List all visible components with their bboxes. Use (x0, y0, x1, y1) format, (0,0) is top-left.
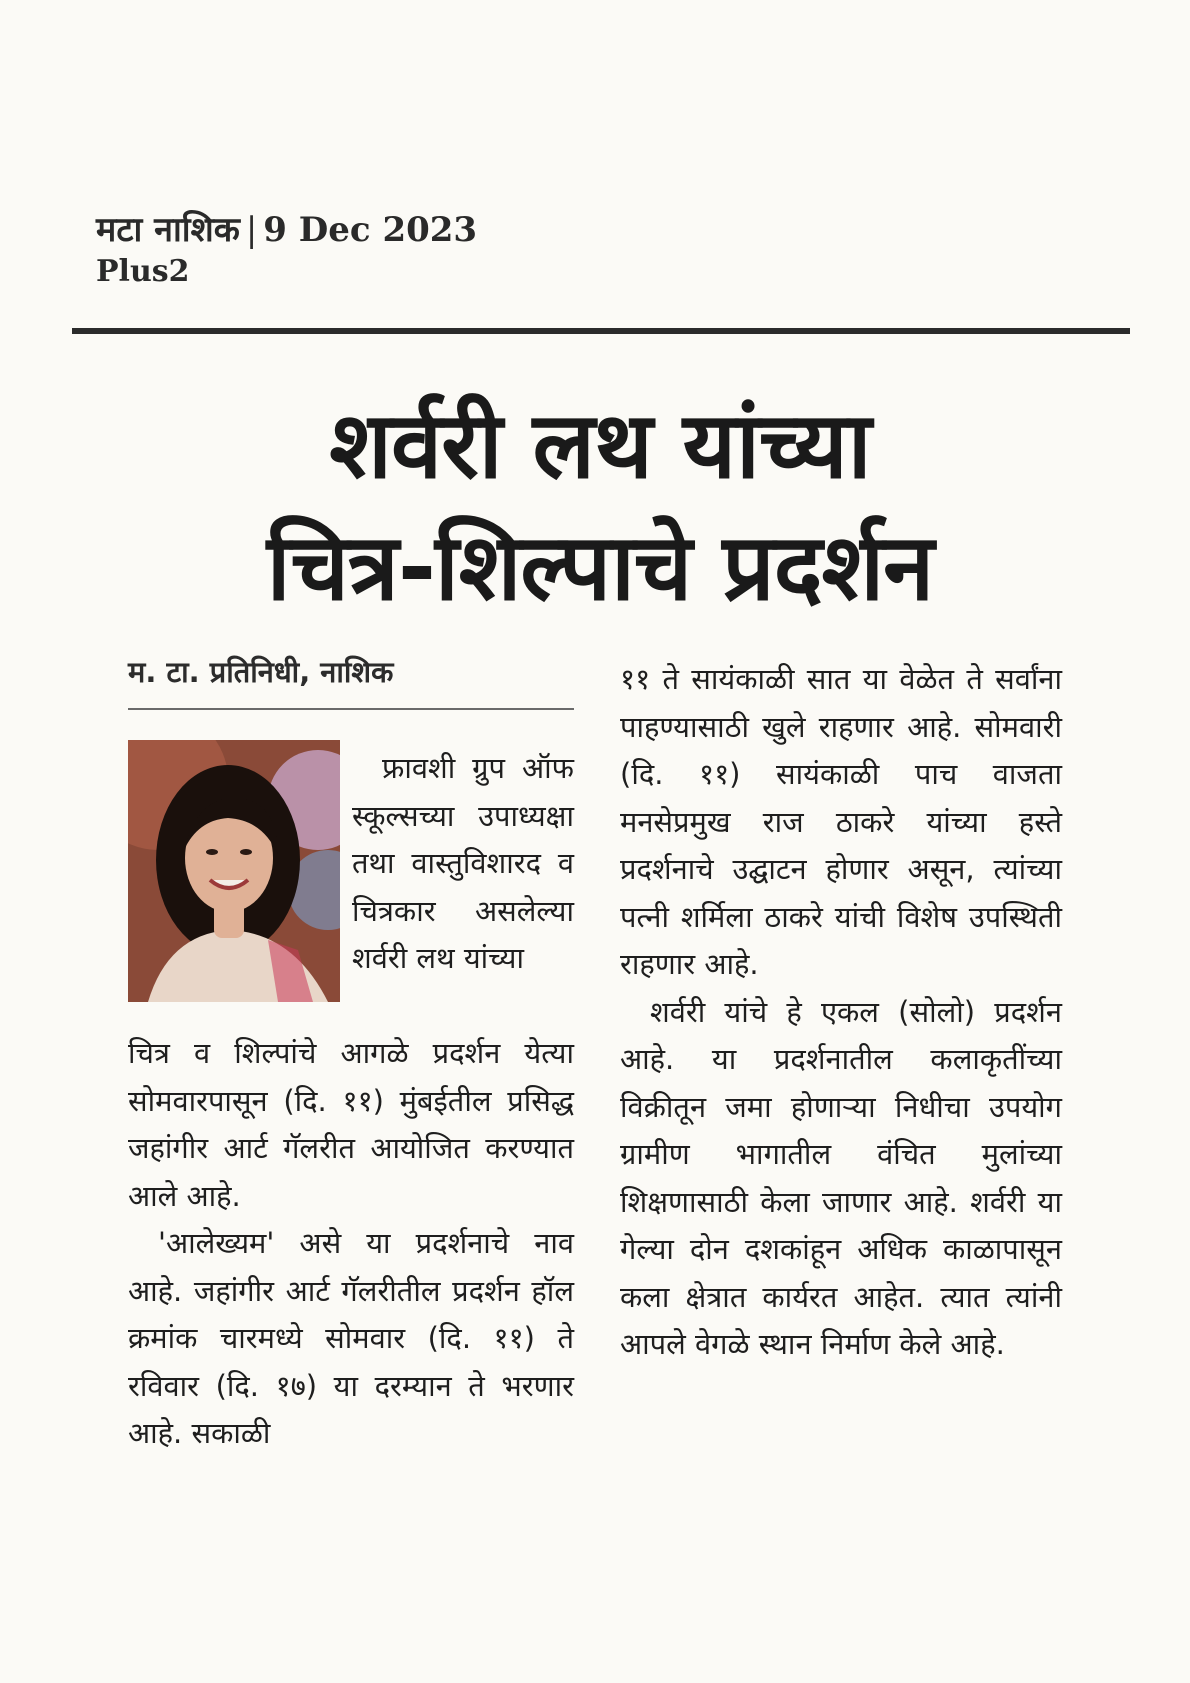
paragraph-3: शर्वरी यांचे हे एकल (सोलो) प्रदर्शन आहे. या प्रदर्शनातील कलाकृतींच्या विक्रीतून जमा होणाऱ्या निधीचा उपयोग ग्रामीण भागातील वंचित मुलांच्या शिक्षणासाठी केला जाणार आहे. शर्वरी या गेल्या दोन दशकांहून अधिक काळापासून कला क्षेत्रात कार्यरत आहेत. त्यात त्यांनी आपले वेगळे स्थान निर्माण केले आहे. (620, 994, 1062, 1361)
portrait-image (128, 740, 340, 1002)
article-column-1-top (352, 745, 574, 983)
article-column-2 (620, 656, 1062, 1369)
portrait-photo (128, 740, 340, 1002)
paragraph-1-end: चित्र व शिल्पांचे आगळे प्रदर्शन येत्या सोमवारपासून (दि. ११) मुंबईतील प्रसिद्ध जहांगीर आर्ट गॅलरीत आयोजित करण्यात आले आहे. (128, 1036, 574, 1213)
publication-date: 9 Dec 2023 (263, 210, 478, 250)
article-column-1-bottom (128, 1030, 574, 1458)
headline-line-2: चित्र-शिल्पाचे प्रदर्शन (266, 514, 934, 621)
headline-line-1: शर्वरी लथ यांच्या (329, 392, 871, 499)
article-headline (100, 385, 1100, 629)
byline-divider (128, 708, 574, 710)
masthead-separator: | (245, 210, 258, 250)
byline: म. टा. प्रतिनिधी, नाशिक (128, 655, 394, 689)
paragraph-2-end: ११ ते सायंकाळी सात या वेळेत ते सर्वांना पाहण्यासाठी खुले राहणार आहे. सोमवारी (दि. ११) सायंकाळी पाच वाजता मनसेप्रमुख राज ठाकरे यांच्या हस्ते प्रदर्शनाचे उद्घाटन होणार असून, त्यांच्या पत्नी शर्मिला ठाकरे यांची विशेष उपस्थिती राहणार आहे. (620, 662, 1062, 981)
paragraph-2-start: 'आलेख्यम' असे या प्रदर्शनाचे नाव आहे. जहांगीर आर्ट गॅलरीतील प्रदर्शन हॉल क्रमांक चारमध्ये सोमवार (दि. ११) ते रविवार (दि. १७) या दरम्यान ते भरणार आहे. सकाळी (128, 1226, 574, 1450)
masthead-line (96, 208, 477, 252)
section-name: Plus2 (96, 254, 190, 289)
paper-name: मटा नाशिक (96, 210, 240, 250)
masthead-divider (72, 328, 1130, 334)
paragraph-1-start: फ्रावशी ग्रुप ऑफ स्कूल्सच्या उपाध्यक्षा तथा वास्तुविशारद व चित्रकार असलेल्या शर्वरी लथ यांच्या (352, 751, 574, 975)
masthead (96, 208, 477, 292)
